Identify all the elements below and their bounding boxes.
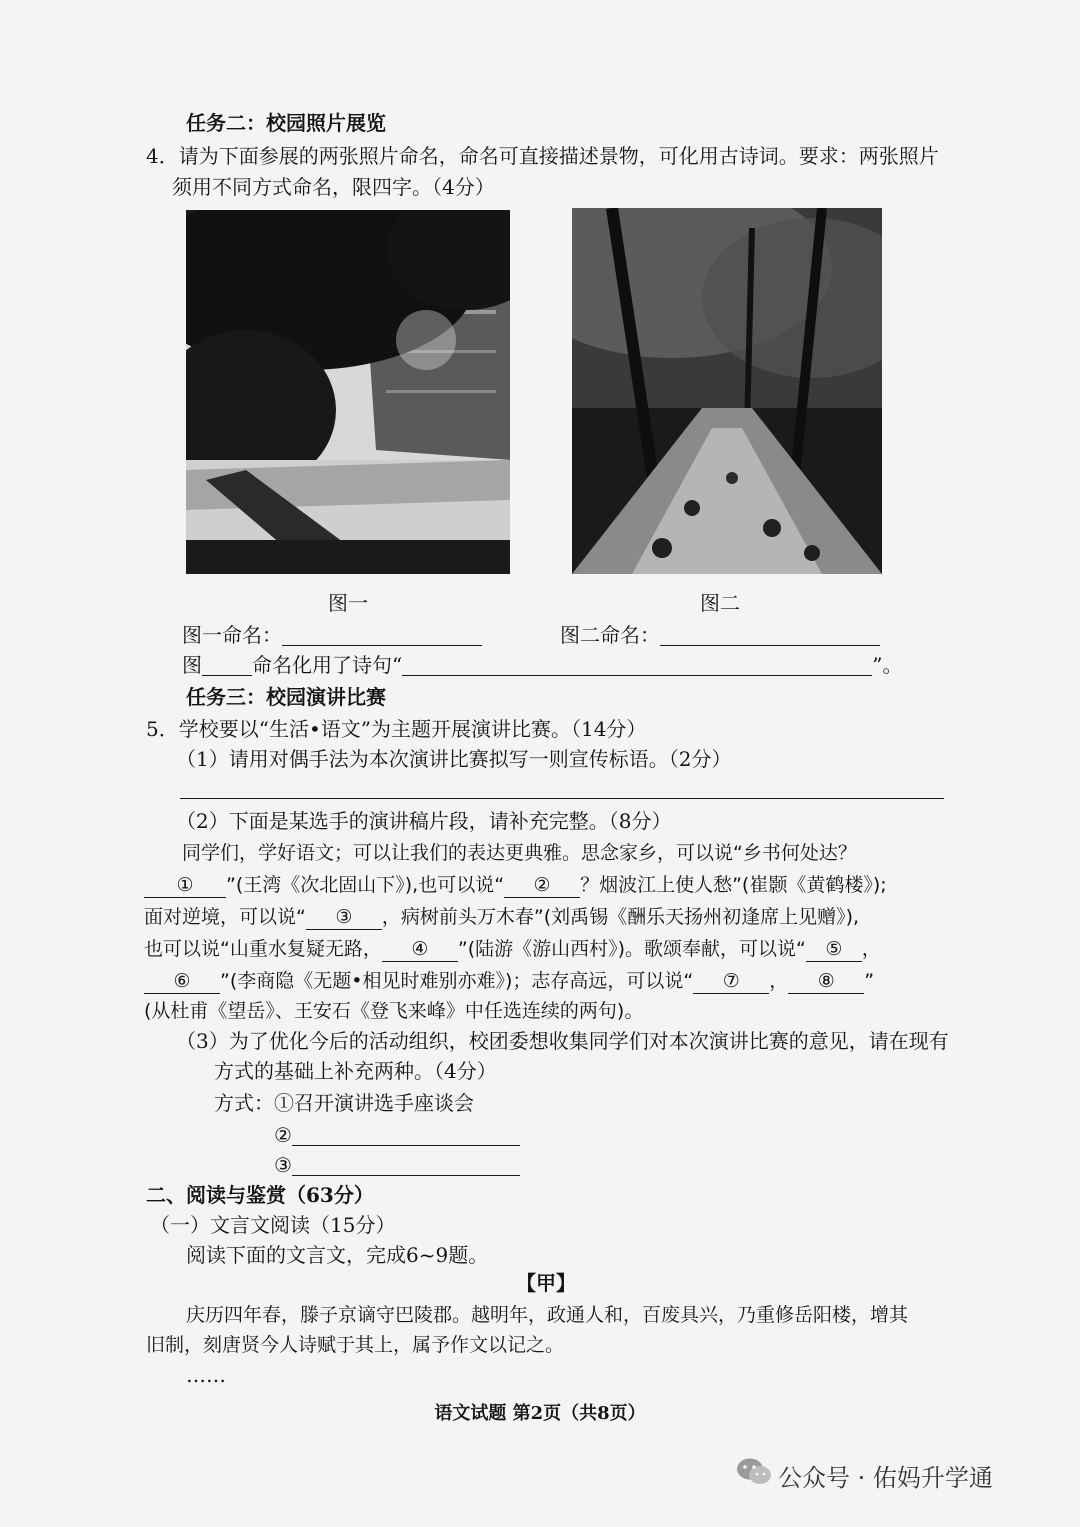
photo-figure-1 xyxy=(186,210,510,574)
speech-line-2-a: ”(王湾《次北固山下》),也可以说“ xyxy=(226,874,505,896)
fig2-name-row xyxy=(560,620,880,650)
speech-line-2-b: ？烟波江上使人愁”(崔颢《黄鹤楼》); xyxy=(580,874,887,896)
speech-line-4 xyxy=(144,934,881,964)
speech-line-5-a: ”(李商隐《无题•相见时难别亦难》)；志存高远，可以说“ xyxy=(220,970,694,992)
blank-2[interactable]: ② xyxy=(504,873,580,898)
method-row-2 xyxy=(274,1120,520,1150)
task2-heading: 任务二：校园照片展览 xyxy=(186,111,386,135)
q4-text-line2: 须用不同方式命名，限四字。（4分） xyxy=(172,175,495,199)
method-row-1 xyxy=(214,1088,474,1118)
method-1: ①召开演讲选手座谈会 xyxy=(274,1091,474,1115)
q5-part3-line2: 方式的基础上补充两种。（4分） xyxy=(214,1059,497,1083)
fig1-name-label: 图一命名： xyxy=(182,623,282,647)
passage-ellipsis: …… xyxy=(186,1363,226,1387)
speech-line-4-c: ， xyxy=(861,938,881,960)
blank-6[interactable]: ⑥ xyxy=(144,969,220,994)
fig2-name-label: 图二命名： xyxy=(560,623,660,647)
method-3-answer-line[interactable] xyxy=(292,1153,520,1176)
speech-line-4-a: 也可以说“山重水复疑无路， xyxy=(144,938,382,960)
page-footer: 语文试题 第2页（共8页） xyxy=(434,1403,646,1424)
speech-line-5-b: ， xyxy=(769,970,789,992)
blank-4[interactable]: ④ xyxy=(382,937,458,962)
q5-intro: 5．学校要以“生活•语文”为主题开展演讲比赛。（14分） xyxy=(146,717,647,741)
speech-line-6: (从杜甫《望岳》、王安石《登飞来峰》中任选连续的两句)。 xyxy=(144,1000,644,1022)
q5-part2: （2）下面是某选手的演讲稿片段，请补充完整。（8分） xyxy=(176,809,672,833)
poem-source-row xyxy=(182,650,902,680)
speech-line-1: 同学们，学好语文；可以让我们的表达更典雅。思念家乡，可以说“乡书何处达？ xyxy=(182,842,857,864)
speech-line-3 xyxy=(144,902,859,932)
speech-line-5-c: ” xyxy=(864,970,875,992)
blank-8[interactable]: ⑧ xyxy=(788,969,864,994)
blank-3[interactable]: ③ xyxy=(306,905,382,930)
section2-sub1: （一）文言文阅读（15分） xyxy=(150,1213,396,1237)
figure-2-caption: 图二 xyxy=(700,591,740,615)
section2-heading: 二、阅读与鉴赏（63分） xyxy=(146,1183,374,1207)
photo-figure-2 xyxy=(572,208,882,574)
fig1-name-row xyxy=(182,620,482,650)
slogan-answer-line[interactable] xyxy=(180,798,944,799)
speech-line-4-b: ”(陆游《游山西村》)。歌颂奉献，可以说“ xyxy=(457,938,806,960)
poem-suffix: ”。 xyxy=(872,653,903,677)
speech-line-3-a: 面对逆境，可以说“ xyxy=(144,906,306,928)
method-2-number: ② xyxy=(274,1123,292,1147)
speech-line-2 xyxy=(144,870,887,900)
fig2-name-answer-line[interactable] xyxy=(660,623,880,646)
passage-line-1: 庆历四年春，滕子京谪守巴陵郡。越明年，政通人和，百废具兴，乃重修岳阳楼，增其 xyxy=(186,1304,909,1326)
blank-7[interactable]: ⑦ xyxy=(693,969,769,994)
poem-line-answer-line[interactable] xyxy=(402,653,872,676)
figure-number-answer-line[interactable] xyxy=(202,653,252,676)
blank-5[interactable]: ⑤ xyxy=(806,937,862,962)
q5-part3-line1: （3）为了优化今后的活动组织，校团委想收集同学们对本次演讲比赛的意见，请在现有 xyxy=(176,1029,949,1053)
q4-text-line1: 4．请为下面参展的两张照片命名，命名可直接描述景物，可化用古诗词。要求：两张照片 xyxy=(146,144,939,168)
campus-courtyard-image xyxy=(186,210,510,574)
method-label: 方式： xyxy=(214,1091,274,1115)
method-row-3 xyxy=(274,1150,520,1180)
speech-line-5 xyxy=(144,966,874,996)
speech-line-3-b: ，病树前头万木春”(刘禹锡《酬乐天扬州初逢席上见赠》), xyxy=(381,906,860,928)
leaf-path-image xyxy=(572,208,882,574)
watermark-text: 公众号 · 佑妈升学通 xyxy=(778,1464,993,1492)
fig1-name-answer-line[interactable] xyxy=(282,623,482,646)
figure-1-caption: 图一 xyxy=(328,591,368,615)
poem-prefix: 图 xyxy=(182,653,202,677)
poem-middle: 命名化用了诗句“ xyxy=(252,653,403,677)
q5-part1: （1）请用对偶手法为本次演讲比赛拟写一则宣传标语。（2分） xyxy=(176,747,732,771)
wechat-icon xyxy=(736,1457,772,1487)
reading-instruction: 阅读下面的文言文，完成6~9题。 xyxy=(186,1243,489,1267)
passage-title: 【甲】 xyxy=(516,1271,576,1295)
method-3-number: ③ xyxy=(274,1153,292,1177)
passage-line-2: 旧制，刻唐贤今人诗赋于其上，属予作文以记之。 xyxy=(146,1334,565,1356)
method-2-answer-line[interactable] xyxy=(292,1123,520,1146)
task3-heading: 任务三：校园演讲比赛 xyxy=(186,685,386,709)
blank-1[interactable]: ① xyxy=(144,873,226,898)
